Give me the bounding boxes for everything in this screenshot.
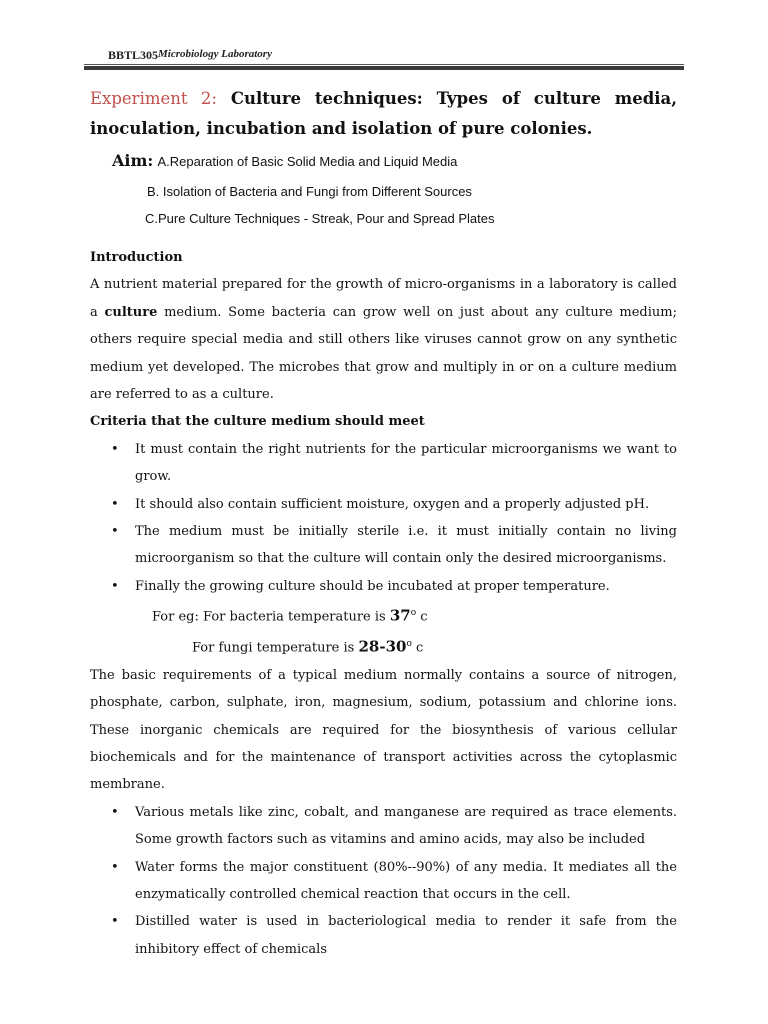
list-item bbox=[111, 436, 677, 491]
bullet-icon: • bbox=[111, 441, 119, 457]
aim-item-b: B. Isolation of Bacteria and Fungi from Different Sources bbox=[147, 184, 472, 199]
aim-label: Aim: bbox=[112, 151, 154, 170]
requirements-list bbox=[90, 799, 677, 963]
bullet-icon: • bbox=[111, 804, 119, 820]
page-title bbox=[90, 84, 677, 144]
header-rule-thin bbox=[84, 64, 684, 65]
list-item bbox=[111, 573, 677, 600]
unit-c: c bbox=[416, 609, 428, 625]
bullet-icon: • bbox=[111, 496, 119, 512]
list-item-text: Distilled water is used in bacteriological media to render it safe from the inhibitory effect of chemicals bbox=[135, 914, 677, 957]
list-item bbox=[111, 518, 677, 573]
list-item bbox=[111, 491, 677, 518]
list-item bbox=[111, 908, 677, 963]
document-body bbox=[90, 84, 677, 963]
experiment-title: Culture techniques: Types of culture media, inoculation, incubation and isolation of pure colonies. bbox=[90, 89, 677, 138]
course-name: Microbiology Laboratory bbox=[158, 48, 272, 60]
course-code: BBTL305 bbox=[108, 48, 159, 62]
unit-c: c bbox=[411, 640, 424, 656]
example-fungi-temp bbox=[192, 631, 677, 662]
header-rule-thick bbox=[84, 66, 684, 70]
list-item-text: It must contain the right nutrients for the particular microorganisms we want to grow. bbox=[135, 441, 677, 485]
bullet-icon: • bbox=[111, 524, 119, 540]
bullet-icon: • bbox=[111, 578, 119, 594]
aim-item-a: A.Reparation of Basic Solid Media and Liquid Media bbox=[157, 154, 458, 169]
list-item-text: Water forms the major constituent (80%--90%) of any media. It mediates all the enzymatically controlled chemical reaction that occurs in the cell. bbox=[135, 859, 677, 902]
criteria-list bbox=[90, 436, 677, 600]
introduction-heading: Introduction bbox=[90, 250, 183, 265]
experiment-label: Experiment 2: bbox=[90, 89, 217, 108]
requirements-paragraph: The basic requirements of a typical medium normally contains a source of nitrogen, phosphate, carbon, sulphate, iron, magnesium, sodium, potassium and chlorine ions. These inorganic chemicals are required for the biosynthesis of various cellular biochemicals and for the maintenance of transport activities across the cytoplasmic membrane. bbox=[90, 667, 677, 793]
criteria-heading: Criteria that the culture medium should meet bbox=[90, 414, 425, 430]
eg-fungi-text: For fungi temperature is bbox=[192, 640, 359, 656]
intro-bold-culture: culture bbox=[104, 304, 158, 320]
aim-item-c: C.Pure Culture Techniques - Streak, Pour and Spread Plates bbox=[145, 211, 495, 226]
introduction-paragraph bbox=[90, 271, 677, 408]
list-item-text: Finally the growing culture should be incubated at proper temperature. bbox=[135, 578, 610, 594]
bullet-icon: • bbox=[111, 914, 119, 930]
list-item bbox=[111, 799, 677, 854]
intro-text-a: A nutrient material prepared for the growth of micro-organisms in a laboratory is called a bbox=[90, 277, 677, 320]
eg-fungi-value: 28-30 bbox=[358, 637, 407, 656]
degree-sign: o bbox=[410, 608, 417, 619]
example-bacteria-temp bbox=[152, 600, 677, 631]
intro-text-b: medium. Some bacteria can grow well on just about any culture medium; others require special media and still others like viruses cannot grow on any synthetic medium yet developed. The microbes that grow and multiply in or on a culture medium are referred to as a culture. bbox=[90, 304, 677, 403]
list-item bbox=[111, 854, 677, 909]
degree-sign: o bbox=[406, 639, 412, 650]
page-header bbox=[84, 44, 684, 70]
list-item-text: It should also contain sufficient moisture, oxygen and a properly adjusted pH. bbox=[135, 496, 650, 512]
list-item-text: Various metals like zinc, cobalt, and manganese are required as trace elements. Some growth factors such as vitamins and amino acids, may also be included bbox=[135, 804, 677, 848]
eg-bacteria-value: 37 bbox=[389, 606, 411, 625]
eg-bacteria-text: For eg: For bacteria temperature is bbox=[152, 609, 390, 625]
list-item-text: The medium must be initially sterile i.e. it must initially contain no living microorganism so that the culture will contain only the desired microorganisms. bbox=[135, 524, 677, 567]
aim-line bbox=[112, 146, 677, 178]
bullet-icon: • bbox=[111, 859, 119, 875]
